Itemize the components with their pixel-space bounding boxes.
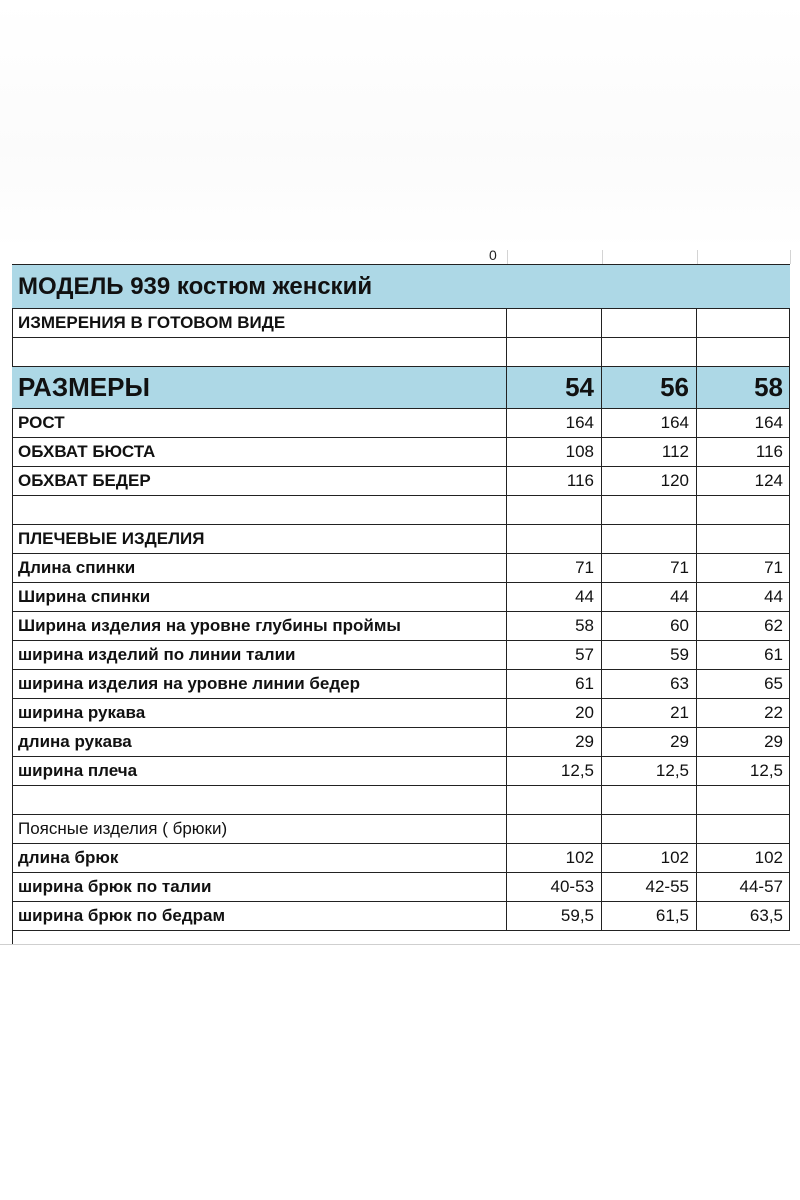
empty-cell <box>506 338 600 366</box>
size-58-value: 65 <box>696 670 790 698</box>
blank-row <box>12 338 790 367</box>
row-label: ширина рукава <box>18 703 146 722</box>
table-subtitle: ИЗМЕРЕНИЯ В ГОТОВОМ ВИДЕ <box>18 313 286 332</box>
size-58-value: 62 <box>696 612 790 640</box>
table-row <box>12 554 790 583</box>
size-58-value: 22 <box>696 699 790 727</box>
size-58-value <box>696 815 790 843</box>
size-56-value: 63 <box>601 670 695 698</box>
row-label: ширина изделий по линии талии <box>18 645 296 664</box>
size-56-value: 164 <box>601 409 695 437</box>
empty-cell <box>506 309 600 337</box>
row-label: ОБХВАТ БЕДЕР <box>18 471 151 490</box>
size-56-value <box>601 815 695 843</box>
table-row <box>12 583 790 612</box>
empty-cell <box>696 338 790 366</box>
row-label <box>12 496 506 524</box>
table-row <box>12 612 790 641</box>
row-label <box>12 786 506 814</box>
table-row <box>12 409 790 438</box>
size-54-value <box>506 496 600 524</box>
size-56-value <box>601 525 695 553</box>
size-58-value: 63,5 <box>696 902 790 930</box>
size-56-value: 61,5 <box>601 902 695 930</box>
size-56-value: 112 <box>601 438 695 466</box>
size-54-value: 59,5 <box>506 902 600 930</box>
size-54-value: 40-53 <box>506 873 600 901</box>
table-row <box>12 815 790 844</box>
size-56-value: 102 <box>601 844 695 872</box>
size-58-value <box>696 525 790 553</box>
size-56-value: 60 <box>601 612 695 640</box>
size-56-value: 12,5 <box>601 757 695 785</box>
table-row <box>12 844 790 873</box>
empty-cell <box>696 309 790 337</box>
row-label: Ширина спинки <box>18 587 151 606</box>
row-label: ширина изделия на уровне линии бедер <box>18 674 361 693</box>
row-label: ОБХВАТ БЮСТА <box>18 442 156 461</box>
size-chart-sheet <box>0 247 800 945</box>
size-54-value: 20 <box>506 699 600 727</box>
gridline <box>602 250 603 264</box>
row-label: ширина плеча <box>18 761 138 780</box>
size-58-value: 44 <box>696 583 790 611</box>
row-label: ширина брюк по бедрам <box>18 906 226 925</box>
size-58-header: 58 <box>696 367 790 408</box>
table-row <box>12 496 790 525</box>
gridline <box>790 250 791 264</box>
size-58-value <box>696 786 790 814</box>
size-58-value: 124 <box>696 467 790 495</box>
row-label: Длина спинки <box>18 558 136 577</box>
table-row <box>12 641 790 670</box>
sizes-header-row <box>12 367 790 409</box>
size-56-value: 120 <box>601 467 695 495</box>
size-58-value <box>696 496 790 524</box>
size-58-value: 102 <box>696 844 790 872</box>
empty-cell <box>601 309 695 337</box>
size-56-value: 42-55 <box>601 873 695 901</box>
empty-cell <box>12 338 506 366</box>
size-56-value <box>601 496 695 524</box>
size-54-header: 54 <box>506 367 600 408</box>
size-54-value: 12,5 <box>506 757 600 785</box>
table-row <box>12 467 790 496</box>
size-58-value: 44-57 <box>696 873 790 901</box>
size-58-value: 71 <box>696 554 790 582</box>
cropped-top-row <box>0 247 790 264</box>
row-label: Ширина изделия на уровне глубины проймы <box>18 616 401 635</box>
size-54-value: 29 <box>506 728 600 756</box>
size-54-value: 108 <box>506 438 600 466</box>
table-row <box>12 438 790 467</box>
row-label: РОСТ <box>18 413 65 432</box>
size-56-value: 29 <box>601 728 695 756</box>
size-58-value: 164 <box>696 409 790 437</box>
table-row <box>12 902 790 931</box>
row-label: длина брюк <box>18 848 119 867</box>
row-label: ПЛЕЧЕВЫЕ ИЗДЕЛИЯ <box>18 529 205 548</box>
size-54-value <box>506 815 600 843</box>
row-label: Поясные изделия ( брюки) <box>18 819 228 838</box>
subtitle-row <box>12 309 790 338</box>
sizes-label: РАЗМЕРЫ <box>18 372 150 402</box>
size-58-value: 61 <box>696 641 790 669</box>
size-56-value: 71 <box>601 554 695 582</box>
gridline <box>507 250 508 264</box>
size-54-value: 164 <box>506 409 600 437</box>
sheet-bottom-gridline <box>0 944 800 945</box>
table-title: МОДЕЛЬ 939 костюм женский <box>18 272 373 300</box>
row-label: длина рукава <box>18 732 132 751</box>
size-54-value: 102 <box>506 844 600 872</box>
size-56-header: 56 <box>601 367 695 408</box>
size-54-value: 44 <box>506 583 600 611</box>
table-row <box>12 757 790 786</box>
size-54-value <box>506 525 600 553</box>
size-54-value: 71 <box>506 554 600 582</box>
table-row <box>12 786 790 815</box>
size-54-value <box>506 786 600 814</box>
empty-cell <box>601 338 695 366</box>
size-54-value: 61 <box>506 670 600 698</box>
table-row <box>12 728 790 757</box>
size-54-value: 58 <box>506 612 600 640</box>
faded-background-area <box>0 0 800 250</box>
row-label: ширина брюк по талии <box>18 877 212 896</box>
size-58-value: 12,5 <box>696 757 790 785</box>
size-54-value: 57 <box>506 641 600 669</box>
size-54-value: 116 <box>506 467 600 495</box>
title-row <box>12 264 790 309</box>
size-58-value: 116 <box>696 438 790 466</box>
gridline <box>697 250 698 264</box>
size-56-value <box>601 786 695 814</box>
size-56-value: 59 <box>601 641 695 669</box>
table-row <box>12 699 790 728</box>
table-row <box>12 873 790 902</box>
size-56-value: 44 <box>601 583 695 611</box>
size-58-value: 29 <box>696 728 790 756</box>
size-56-value: 21 <box>601 699 695 727</box>
cropped-cell-text: 0 <box>489 247 497 263</box>
table-row <box>12 525 790 554</box>
table-row <box>12 670 790 699</box>
